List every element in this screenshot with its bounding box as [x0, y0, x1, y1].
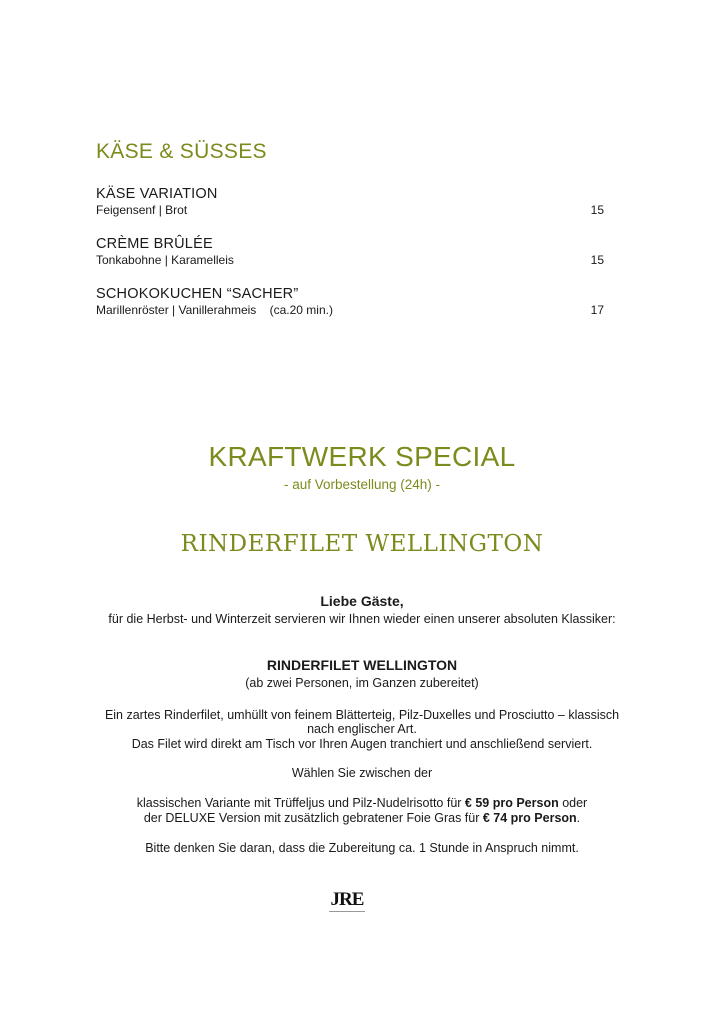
- menu-item-schokokuchen: [96, 286, 604, 317]
- letter-greeting: Liebe Gäste,: [320, 593, 404, 609]
- item-name: SCHOKOKUCHEN “SACHER”: [96, 286, 299, 302]
- item-description: Feigensenf | Brot: [96, 203, 188, 217]
- letter-note: Bitte denken Sie daran, dass die Zubereitung ca. 1 Stunde in Anspruch nimmt.: [145, 841, 579, 855]
- item-row: [96, 253, 604, 267]
- item-description: Tonkabohne | Karamelleis: [96, 253, 234, 267]
- menu-item-creme-brulee: [96, 236, 604, 267]
- section-title: KÄSE & SÜSSES: [96, 140, 267, 163]
- option-1-end: oder: [558, 796, 588, 810]
- item-row: [96, 303, 604, 317]
- item-price: 15: [590, 253, 604, 267]
- special-title: KRAFTWERK SPECIAL: [208, 441, 516, 472]
- letter-option-1: [0, 796, 724, 810]
- item-price: 17: [590, 303, 604, 317]
- letter-option-2: [0, 811, 724, 825]
- option-1-text: klassischen Variante mit Trüffeljus und Pilz-Nudelrisotto für: [136, 796, 465, 810]
- letter-description-3: Das Filet wird direkt am Tisch vor Ihren Augen tranchiert und anschließend serviert.: [131, 737, 593, 751]
- letter-description-1: Ein zartes Rinderfilet, umhüllt von feinem Blätterteig, Pilz-Duxelles und Prosciutto – klassisch: [104, 708, 620, 722]
- jre-logo-icon: [325, 890, 369, 916]
- item-row: [96, 203, 604, 217]
- item-name: CRÈME BRÛLÉE: [96, 236, 213, 252]
- option-2-end: .: [576, 811, 581, 825]
- option-2-price: € 74 pro Person: [482, 811, 577, 825]
- option-1-price: € 59 pro Person: [464, 796, 559, 810]
- item-description: Marillenröster | Vanillerahmeis (ca.20 min.): [96, 303, 333, 317]
- option-2-text: der DELUXE Version mit zusätzlich gebratener Foie Gras für: [143, 811, 483, 825]
- letter-description-2: nach englischer Art.: [307, 722, 417, 736]
- item-price: 15: [590, 203, 604, 217]
- logo-underline: [329, 911, 365, 912]
- letter-intro: für die Herbst- und Winterzeit servieren wir Ihnen wieder einen unserer absoluten Klassiker:: [108, 612, 616, 626]
- special-subtitle: - auf Vorbestellung (24h) -: [283, 477, 441, 492]
- dish-title: RINDERFILET WELLINGTON: [180, 531, 544, 557]
- logo-text: JRE: [330, 889, 364, 910]
- letter-choose: Wählen Sie zwischen der: [291, 766, 433, 780]
- letter-dish: RINDERFILET WELLINGTON: [266, 657, 458, 673]
- item-name: KÄSE VARIATION: [96, 186, 218, 202]
- letter-dish-note: (ab zwei Personen, im Ganzen zubereitet): [245, 676, 479, 690]
- menu-item-kaese-variation: [96, 186, 604, 217]
